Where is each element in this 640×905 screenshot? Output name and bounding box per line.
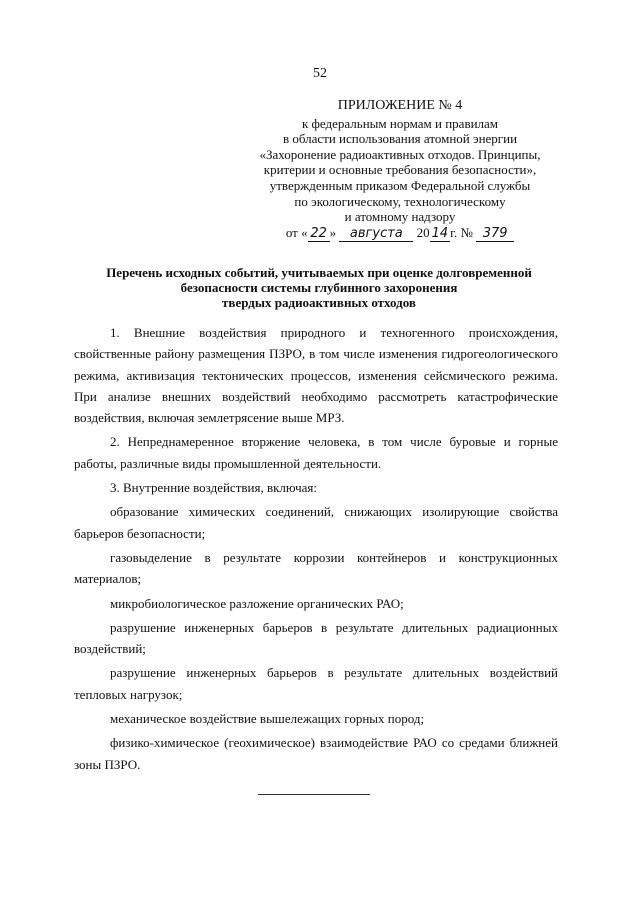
paragraph: физико-химическое (геохимическое) взаимодействие РАО со средами ближней зоны ПЗРО. (74, 735, 558, 772)
paragraph: микробиологическое разложение органических РАО; (110, 595, 404, 611)
order-prefix: от « (285, 224, 308, 240)
end-divider (258, 794, 370, 795)
paragraph: разрушение инженерных барьеров в результате длительных воздействий тепловых нагрузок; (74, 665, 558, 702)
order-year-suffix: 14 (431, 225, 449, 241)
order-year-unit: г. № (450, 224, 473, 240)
order-quote-close: » (329, 224, 337, 240)
appendix-line: в области использования атомной энергии (282, 131, 518, 147)
paragraph: 1. Внешние воздействия природного и техногенного происхождения, свойственные району размещения ПЗРО, в том числе изменения гидрогеологического режима, активизация тектонических процессов, изменения сейсмического режима. При анализе внешних воздействий необходимо рассмотреть катастрофические воздействия, включая землетрясение выше МРЗ. (74, 325, 558, 426)
paragraph: 2. Непреднамеренное вторжение человека, в том числе буровые и горные работы, различные виды промышленной деятельности. (74, 434, 558, 471)
order-number: 379 (476, 227, 514, 242)
document-heading (74, 265, 564, 310)
appendix-block (220, 98, 580, 242)
appendix-line: критерии и основные требования безопасности», (263, 162, 537, 178)
order-year-prefix: 20 (416, 224, 430, 240)
appendix-line: по экологическому, технологическому (294, 193, 506, 209)
heading-line: твердых радиоактивных отходов (222, 295, 416, 310)
appendix-line: к федеральным нормам и правилам (301, 115, 499, 131)
order-date-line (220, 225, 580, 242)
appendix-line: «Захоронение радиоактивных отходов. Принципы, (259, 146, 541, 162)
heading-line: безопасности системы глубинного захоронения (180, 280, 458, 295)
appendix-title: ПРИЛОЖЕНИЕ № 4 (337, 98, 463, 113)
heading-line: Перечень исходных событий, учитываемых при оценке долговременной (106, 265, 532, 280)
order-day: 22 (308, 227, 330, 242)
paragraph: образование химических соединений, снижающих изолирующие свойства барьеров безопасности; (74, 504, 558, 541)
paragraph: 3. Внутренние воздействия, включая: (110, 480, 318, 496)
paragraph: газовыделение в результате коррозии контейнеров и конструкционных материалов; (74, 549, 558, 587)
paragraph: разрушение инженерных барьеров в результате длительных радиационных воздействий; (74, 619, 558, 657)
appendix-line: утвержденным приказом Федеральной службы (269, 177, 531, 193)
appendix-line: и атомному надзору (344, 209, 456, 225)
order-month: августа (339, 227, 413, 242)
page-number: 52 (313, 66, 327, 81)
document-body (74, 322, 558, 778)
paragraph: механическое воздействие вышележащих горных пород; (110, 711, 425, 727)
